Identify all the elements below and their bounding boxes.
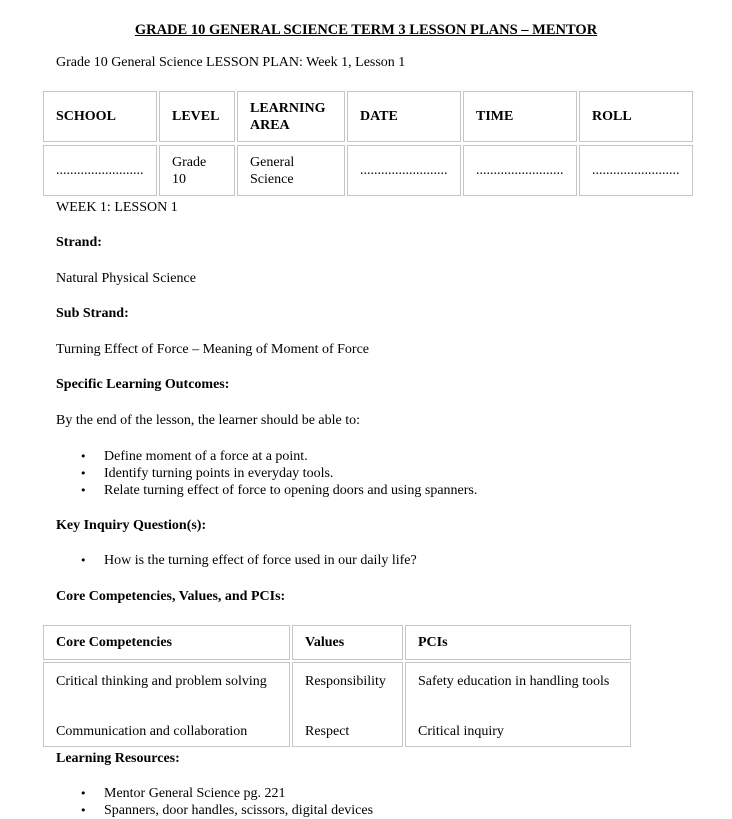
list-item: • Identify turning points in everyday tools. [56,465,477,482]
school-value: ......................... [43,145,157,196]
outcomes-intro: By the end of the lesson, the learner should be able to: [56,413,361,428]
time-value: ......................... [463,145,577,196]
resources-list [56,785,373,819]
list-item: • Spanners, door handles, scissors, digital devices [56,802,373,819]
list-item: • Define moment of a force at a point. [56,448,477,465]
list-item: • Mentor General Science pg. 221 [56,785,373,802]
header-learning-area: LEARNING AREA [237,91,345,142]
inquiry-heading: Key Inquiry Question(s): [56,518,207,533]
competency-2: Communication and collaboration [56,724,248,739]
header-time: TIME [463,91,577,142]
table-cell [405,662,631,747]
level-value: Grade 10 [159,145,235,196]
list-item: • Relate turning effect of force to opening doors and using spanners. [56,482,477,499]
column-core-competencies: Core Competencies [43,625,290,660]
learning-area-value: General Science [237,145,345,196]
competencies-heading: Core Competencies, Values, and PCIs: [56,589,286,604]
value-2: Respect [305,724,350,739]
value-1: Responsibility [305,674,386,689]
sub-strand-text: Turning Effect of Force – Meaning of Moment of Force [56,342,369,357]
competency-1: Critical thinking and problem solving [56,674,267,689]
column-values: Values [292,625,403,660]
header-roll: ROLL [579,91,693,142]
date-value: ......................... [347,145,461,196]
week-lesson-label: WEEK 1: LESSON 1 [56,200,178,215]
strand-heading: Strand: [56,235,102,250]
pci-1: Safety education in handling tools [418,674,610,689]
header-school: SCHOOL [43,91,157,142]
header-level: LEVEL [159,91,235,142]
table-cell [292,662,403,747]
outcomes-list [56,448,477,499]
header-date: DATE [347,91,461,142]
list-item: • How is the turning effect of force used in our daily life? [56,552,417,569]
sub-strand-heading: Sub Strand: [56,306,129,321]
document-title: GRADE 10 GENERAL SCIENCE TERM 3 LESSON PLANS – MENTOR [134,22,598,38]
resources-heading: Learning Resources: [56,751,180,766]
column-pcis: PCIs [405,625,631,660]
outcomes-heading: Specific Learning Outcomes: [56,377,230,392]
roll-value: ......................... [579,145,693,196]
pci-2: Critical inquiry [418,724,504,739]
inquiry-list [56,552,417,569]
strand-text: Natural Physical Science [56,271,196,286]
lesson-plan-subtitle: Grade 10 General Science LESSON PLAN: Week 1, Lesson 1 [56,55,406,70]
table-cell [43,662,290,747]
